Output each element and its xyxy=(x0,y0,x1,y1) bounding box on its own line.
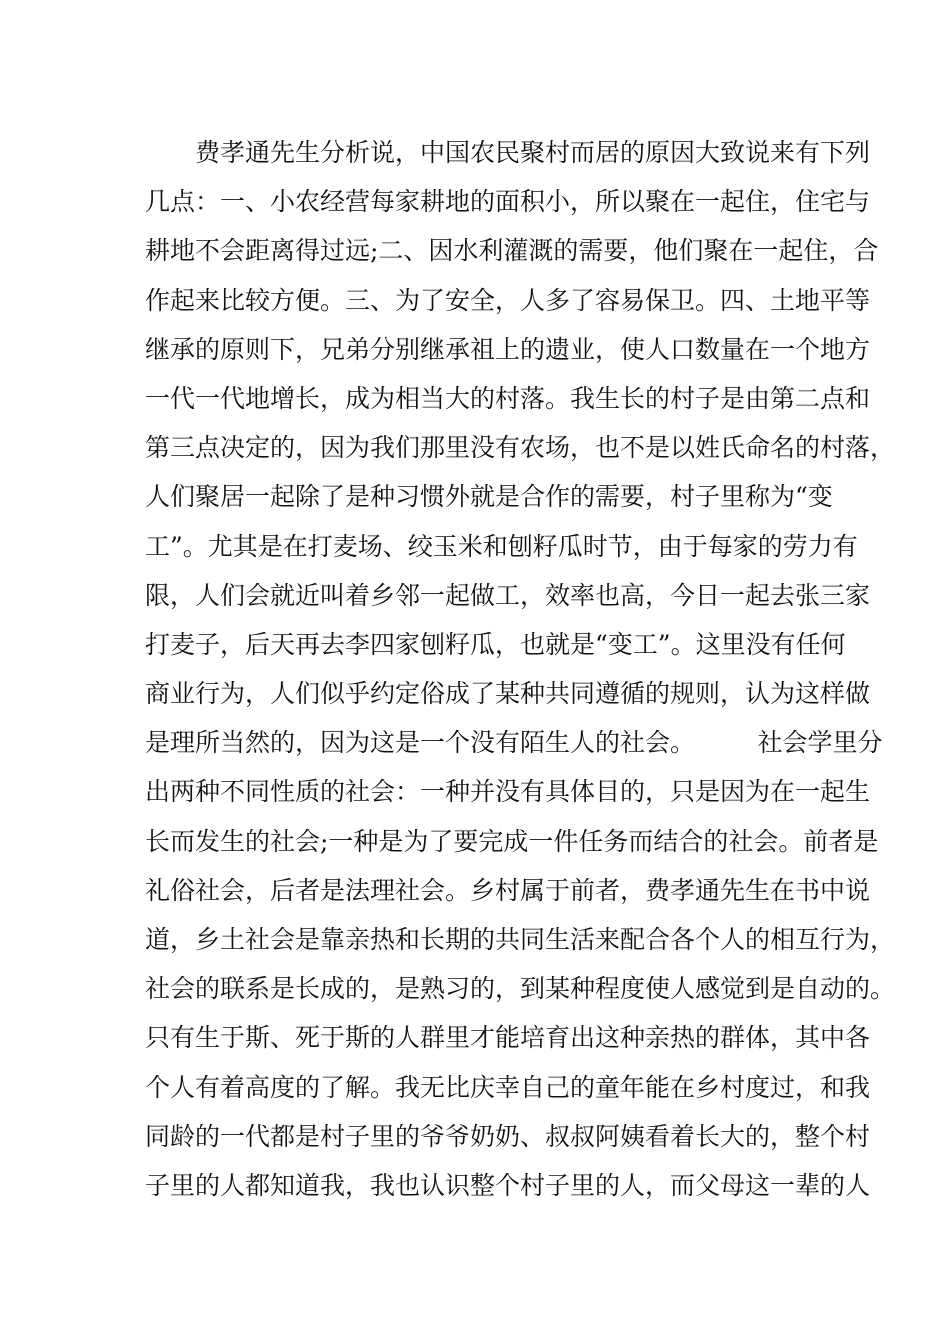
body-text xyxy=(145,128,896,1210)
text-line: 耕地不会距离得过远;二、因水利灌溉的需要，他们聚在一起住，合 xyxy=(145,236,879,266)
text-line: 商业行为，人们似乎约定俗成了某种共同遵循的规则，认为这样做 xyxy=(145,679,871,709)
text-line: 作起来比较方便。三、为了安全，人多了容易保卫。四、土地平等 xyxy=(145,285,871,315)
text-line: 个人有着高度的了解。我无比庆幸自己的童年能在乡村度过，和我 xyxy=(145,1072,871,1102)
text-line: 道，乡土社会是靠亲热和长期的共同生活来配合各个人的相互行为， xyxy=(145,925,896,954)
text-line: 限，人们会就近叫着乡邻一起做工，效率也高，今日一起去张三家 xyxy=(145,580,871,610)
text-line: 第三点决定的，因为我们那里没有农场，也不是以姓氏命名的村落， xyxy=(145,433,896,463)
text-line: 长而发生的社会;一种是为了要完成一件任务而结合的社会。前者是 xyxy=(145,826,879,856)
text-line: 费孝通先生分析说，中国农民聚村而居的原因大致说来有下列 xyxy=(145,138,871,167)
text-line: 出两种不同性质的社会：一种并没有具体目的，只是因为在一起生 xyxy=(145,777,871,807)
text-line: 一代一代地增长，成为相当大的村落。我生长的村子是由第二点和 xyxy=(145,383,871,413)
text-line: 子里的人都知道我，我也认识整个村子里的人，而父母这一辈的人 xyxy=(145,1170,871,1200)
text-line: 只有生于斯、死于斯的人群里才能培育出这种亲热的群体，其中各 xyxy=(145,1023,871,1053)
text-line: 社会的联系是长成的，是熟习的，到某种程度使人感觉到是自动的。 xyxy=(145,974,896,1004)
text-line: 礼俗社会，后者是法理社会。乡村属于前者，费孝通先生在书中说 xyxy=(145,875,871,905)
text-line: 打麦子，后天再去李四家刨籽瓜，也就是“变工”。这里没有任何 xyxy=(145,629,846,659)
text-line: 几点：一、小农经营每家耕地的面积小，所以聚在一起住，住宅与 xyxy=(145,187,871,217)
text-line: 同龄的一代都是村子里的爷爷奶奶、叔叔阿姨看着长大的，整个村 xyxy=(145,1121,871,1151)
text-line: 继承的原则下，兄弟分别继承祖上的遗业，使人口数量在一个地方 xyxy=(145,334,871,364)
text-line: 工”。尤其是在打麦场、绞玉米和刨籽瓜时节，由于每家的劳力有 xyxy=(145,531,858,561)
text-line: 是理所当然的，因为这是一个没有陌生人的社会。 社会学里分 xyxy=(145,728,883,758)
text-line: 人们聚居一起除了是种习惯外就是合作的需要，村子里称为“变 xyxy=(145,482,833,512)
